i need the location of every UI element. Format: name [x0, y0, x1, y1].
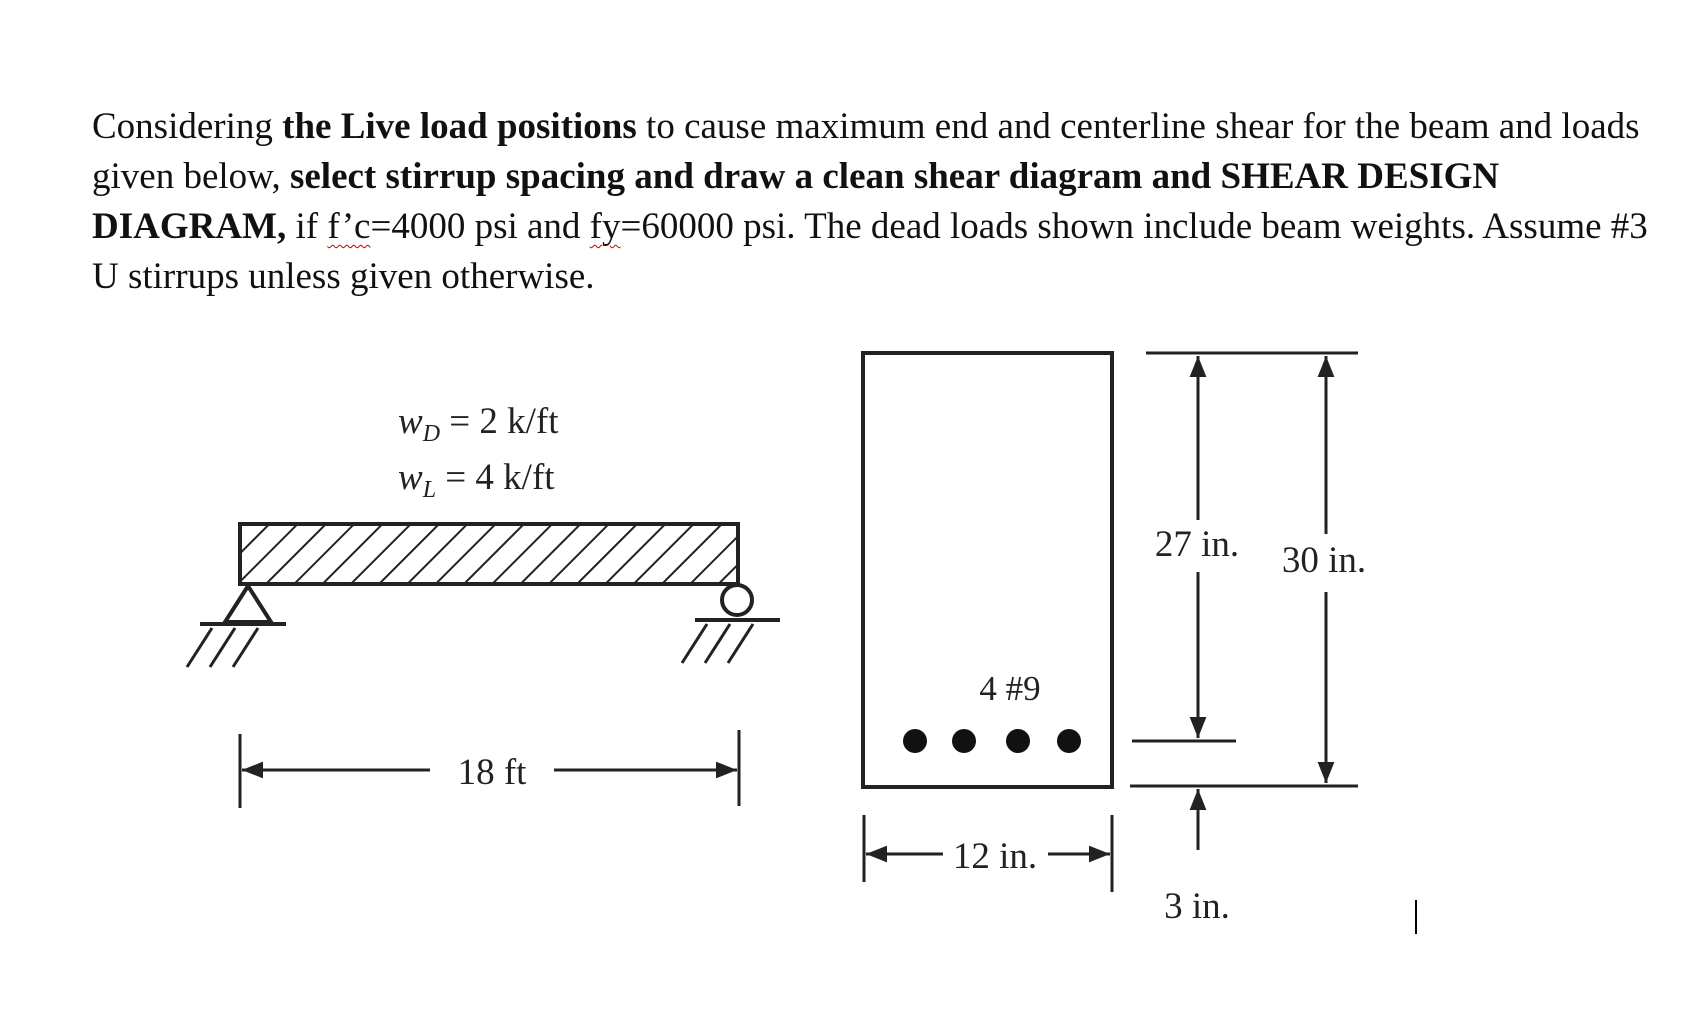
problem-text-3: if [286, 206, 328, 247]
cover-label: 3 in. [1164, 886, 1230, 927]
rebar-3 [1006, 729, 1030, 753]
total-depth-label: 30 in. [1281, 540, 1367, 581]
rebar-4 [1057, 729, 1081, 753]
effective-depth-label: 27 in. [1154, 524, 1240, 565]
problem-fc-symbol: f’c [327, 206, 371, 247]
roller-support [682, 585, 780, 663]
beam-diagram [187, 401, 780, 808]
problem-text-1: Considering [92, 106, 283, 147]
problem-text-2: to cause maximum end and centerline shear for the beam and loads given below, [92, 106, 1640, 197]
text-cursor [1415, 900, 1417, 934]
rebar-1 [903, 729, 927, 753]
dead-load-label: $w_D = 2$ k/ft [398, 401, 559, 447]
beam-section-outline [863, 353, 1112, 787]
pin-support [187, 586, 286, 667]
live-load-label: $w_L = 4$ k/ft [398, 457, 555, 503]
span-dimension [240, 730, 739, 808]
problem-fy-symbol: fy [589, 206, 621, 247]
width-label: 12 in. [952, 836, 1038, 877]
rebar-2 [952, 729, 976, 753]
rebar-label: 4 #9 [979, 669, 1041, 708]
cross-section-diagram [863, 353, 1366, 927]
problem-text-4: =4000 psi and [370, 206, 590, 247]
problem-bold-task: select stirrup spacing and draw a clean shear diagram and SHEAR DESIGN DIAGRAM, [92, 156, 1500, 247]
problem-bold-live-load: the Live load positions [282, 106, 637, 147]
problem-text-5: =60000 psi. The dead loads shown include beam weights. Assume #3 U stirrups unless given otherwise. [92, 206, 1648, 297]
depth-dimensions [1130, 353, 1366, 927]
distributed-load-block [240, 524, 738, 584]
span-label: 18 ft [457, 752, 527, 793]
width-dimension [864, 815, 1112, 892]
